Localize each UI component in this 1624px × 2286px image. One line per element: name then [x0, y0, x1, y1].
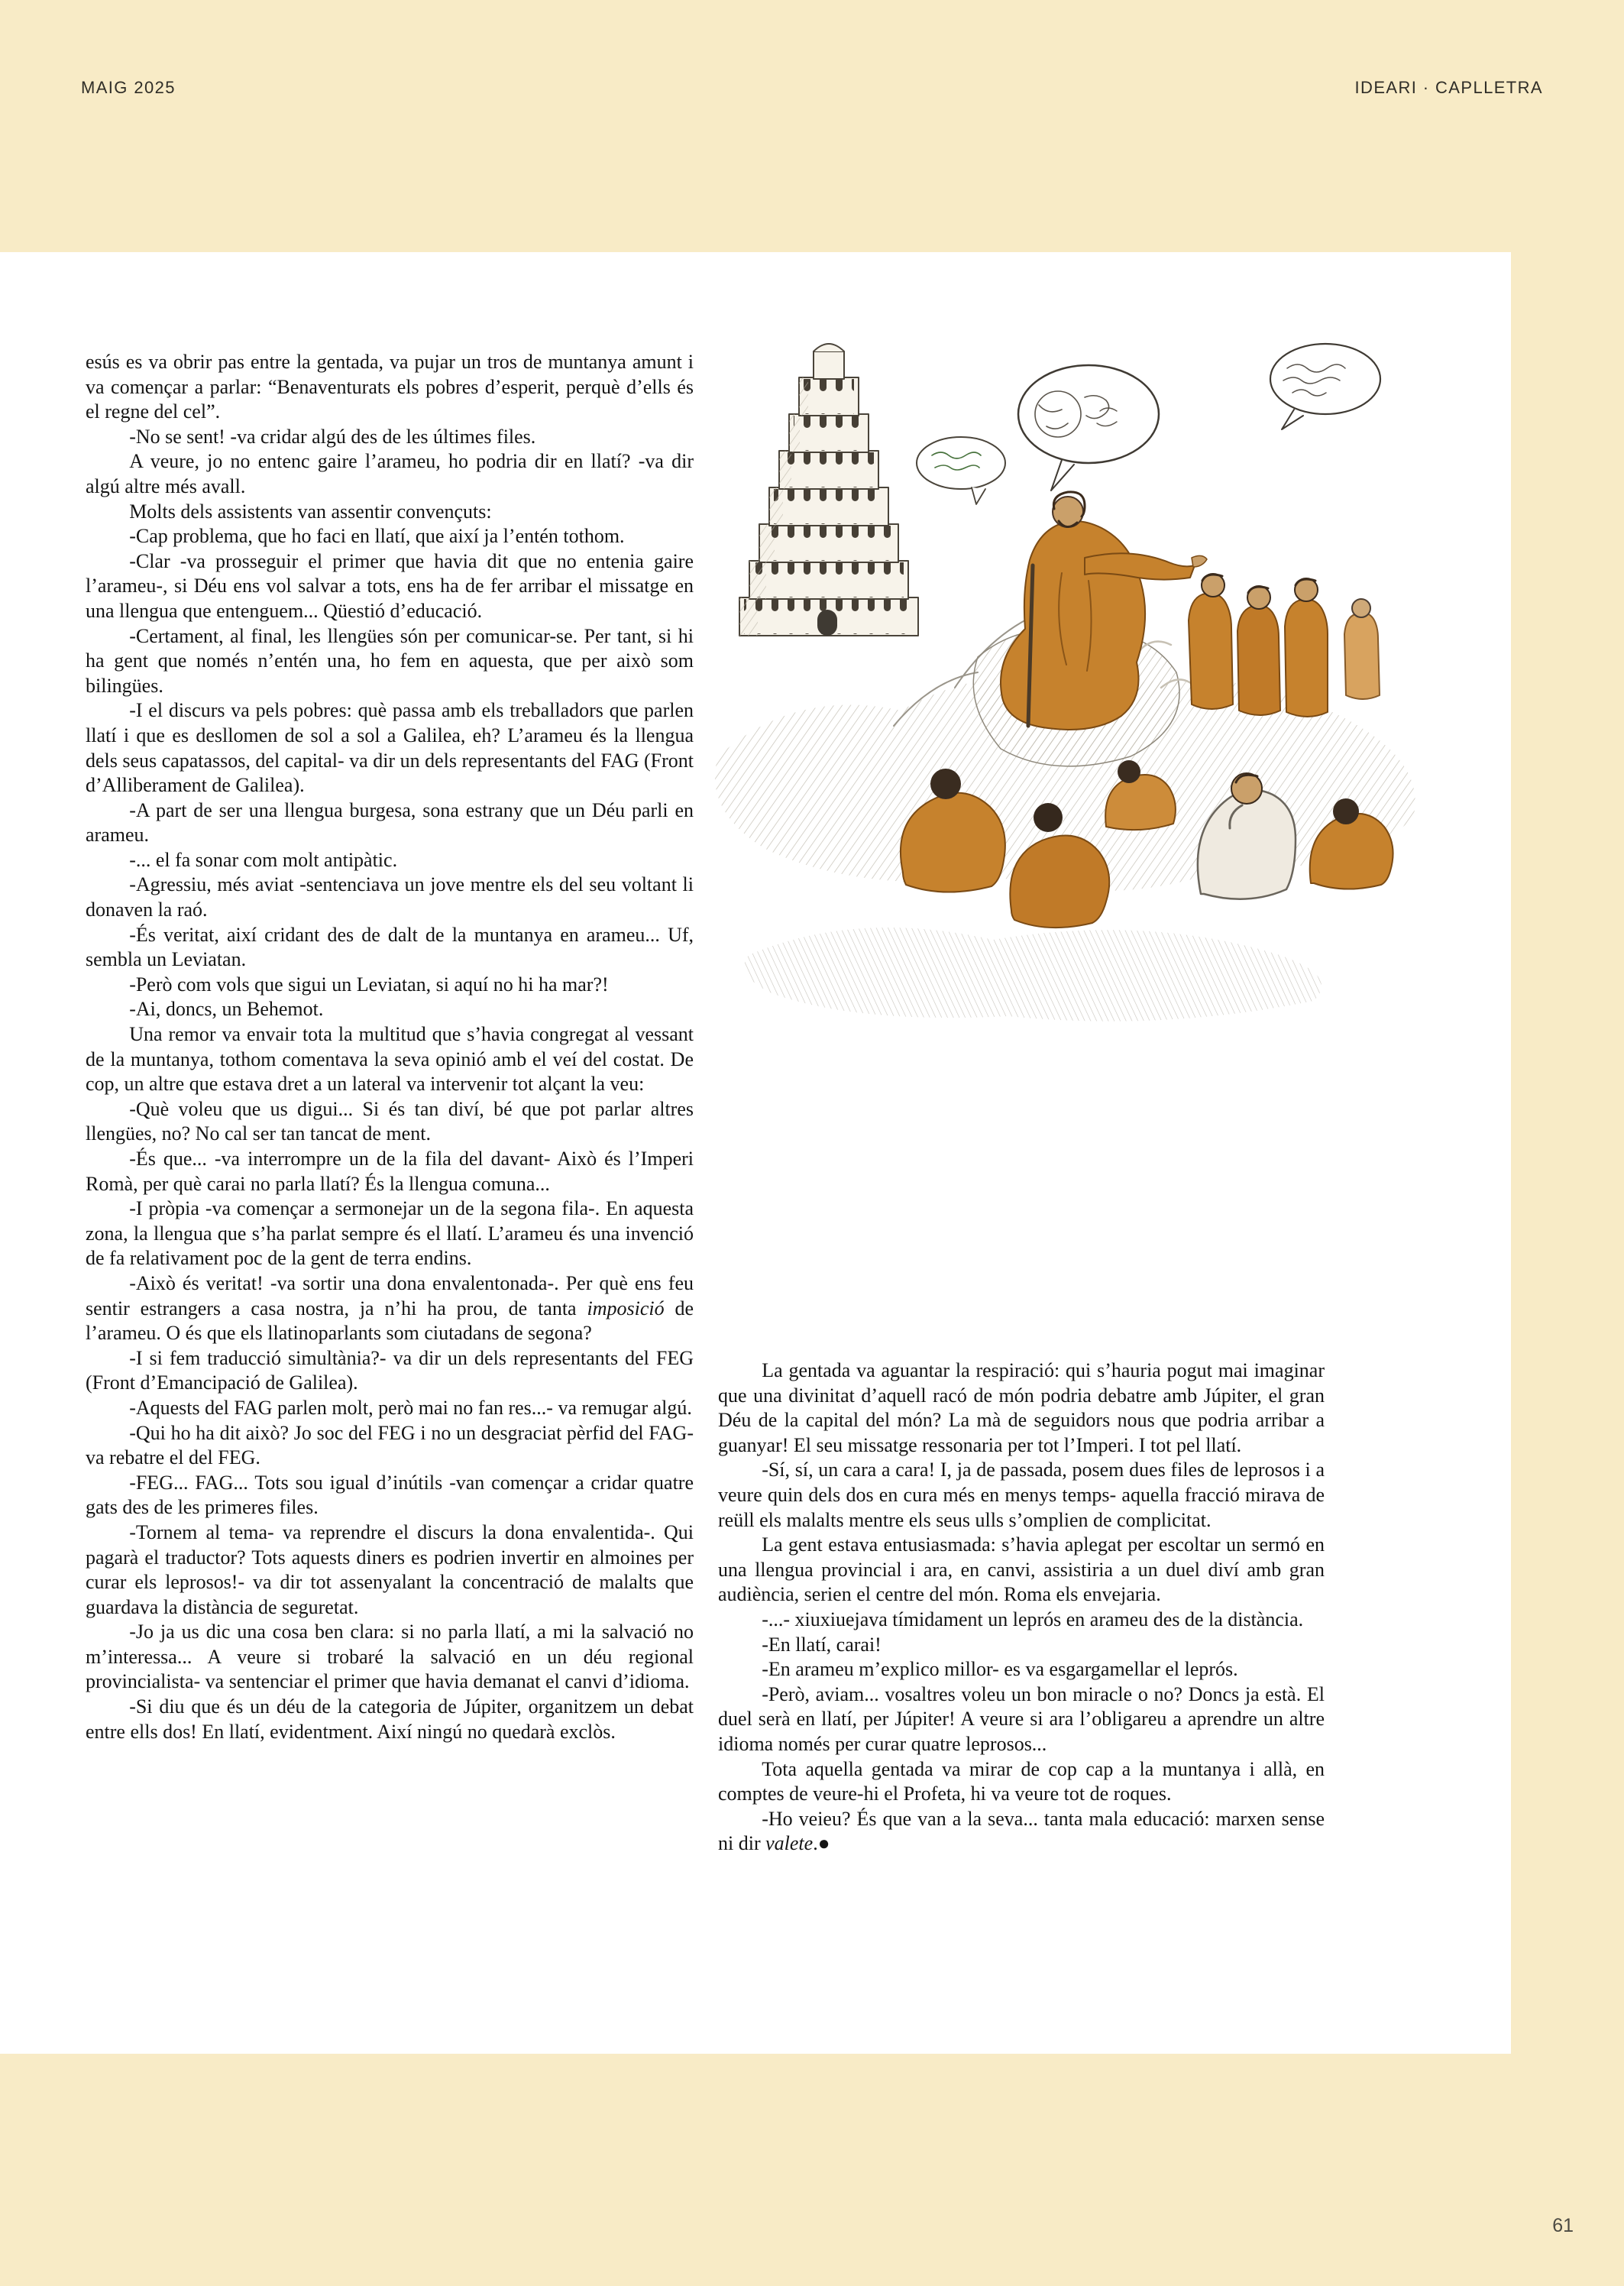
paragraph: -Però, aviam... vosaltres voleu un bon miracle o no? Doncs ja està. El duel serà en llatí, per Júpiter! A veure si ara l’obligareu a aprendre un altre idioma només per curar quatre leprosos...: [718, 1682, 1325, 1755]
magazine-page: [0, 252, 1511, 2054]
paragraph: -I el discurs va pels pobres: què passa amb els treballadors que parlen llatí i que es desllomen de sol a sol a Galilea, eh? L’arameu és la llengua dels seus capatassos, del capital- va dir un dels representants del FAG (Front d’Alliberament de Galilea).: [86, 699, 694, 797]
paragraph: -I pròpia -va començar a sermonejar un de la segona fila-. En aquesta zona, la llengua que s’ha parlat sempre és el llatí. L’arameu és una invenció de fa relativament poc de la gent de terra endins.: [86, 1197, 694, 1270]
paragraph: -Però com vols que sigui un Leviatan, si aquí no hi ha mar?!: [129, 973, 609, 996]
article-right-column: [718, 1358, 1325, 1857]
speech-bubble-green: [917, 437, 1005, 504]
paragraph: -FEG... FAG... Tots sou igual d’inútils -van començar a cridar quatre gats des de les primeres files.: [86, 1471, 694, 1519]
paragraph: -I si fem traducció simultània?- va dir un dels representants del FEG (Front d’Emancipació de Galilea).: [86, 1346, 694, 1394]
paragraph: -Això és veritat! -va sortir una dona envalentonada-. Per què ens feu sentir estrangers a casa nostra, ja n’hi ha prou, de tanta imposició de l’arameu. O és que els llatinoparlants som ciutadans de segona?: [86, 1271, 694, 1345]
paragraph: -Si diu que és un déu de la categoria de Júpiter, organitzem un debat entre ells dos! En llatí, evidentment. Així ningú no quedarà exclòs.: [86, 1695, 694, 1743]
paragraph: Tota aquella gentada va mirar de cop cap a la muntanya i allà, en comptes de veure-hi el Profeta, hi va veure tot de roques.: [718, 1757, 1325, 1805]
paragraph: -És que... -va interrompre un de la fila del davant- Això és l’Imperi Romà, per què carai no parla llatí? És la llengua comuna...: [86, 1148, 694, 1195]
paragraph: -A part de ser una llengua burgesa, sona estrany que un Déu parli en arameu.: [86, 798, 694, 847]
paragraph: -Certament, al final, les llengües són per comunicar-se. Per tant, si hi ha gent que només n’entén una, ho fem en aquesta, que per això som bilingües.: [86, 624, 694, 697]
paragraph: -... el fa sonar com molt antipàtic.: [129, 848, 398, 871]
paragraph: -Què voleu que us digui... Si és tan diví, bé que pot parlar altres llengües, no? No cal ser tan tancat de ment.: [86, 1097, 694, 1145]
paragraph: -...- xiuxiuejava tímidament un leprós en arameu des de la distància.: [762, 1608, 1304, 1630]
paragraph: Molts dels assistents van assentir convençuts:: [129, 500, 492, 523]
paragraph: -Aquests del FAG parlen molt, però mai no fan res...- va remugar algú.: [129, 1396, 692, 1419]
tower-doorway: [817, 610, 837, 636]
babel-tower-illustration: [739, 344, 918, 636]
paragraph: -En llatí, carai!: [762, 1633, 882, 1656]
paragraph: -Jo ja us dic una cosa ben clara: si no parla llatí, a mi la salvació no m’interessa... A veure si trobaré la salvació en un déu regional provincialista- va sentenciar el primer que havia demanat el canvi d’idioma.: [86, 1621, 694, 1693]
masthead-date: MAIG 2025: [81, 78, 176, 97]
speech-bubble-large: [1018, 365, 1159, 491]
paragraph: -Sí, sí, un cara a cara! I, ja de passada, posem dues files de leprosos i a veure quin dels dos en cura més en menys temps- aquella fracció mirava de reüll els malalts mentre els seus ulls s’omplien de complicitat.: [718, 1459, 1325, 1531]
paragraph: La gentada va aguantar la respiració: qui s’hauria pogut mai imaginar que una divinitat d’aquell racó de món podria debatre amb Júpiter, el gran Déu de la capital del món? La mà de seguidors nous que podria arribar a guanyar! El seu missatge ressonaria per tot l’Imperi. I tot pel llatí.: [718, 1359, 1325, 1456]
paragraph: La gent estava entusiasmada: s’havia aplegat per escoltar un sermó en una llengua provincial i ara, en canvi, assistiria a un duel diví amb gran audiència, serien el centre del món. Roma els envejaria.: [718, 1533, 1325, 1606]
paragraph: -Tornem al tema- va reprendre el discurs la dona envalentida-. Qui pagarà el traductor? Tots aquests diners es podrien invertir en almoines per curar els leprosos!- va dir tot assenyalant la concentració de malalts que guardava la distància de seguretat.: [86, 1520, 694, 1618]
page-number: 61: [1552, 2215, 1574, 2236]
paragraph: -Ai, doncs, un Behemot.: [129, 998, 324, 1021]
paragraph: -Qui ho ha dit això? Jo soc del FEG i no un desgraciat pèrfid del FAG- va rebatre el del FEG.: [86, 1421, 694, 1469]
sermon-illustration: [703, 329, 1451, 1054]
sermon-sketch-svg: [703, 329, 1451, 1054]
paragraph: -Agressiu, més aviat -sentenciava un jove mentre els del seu voltant li donaven la raó.: [86, 873, 694, 921]
paragraph: -És veritat, així cridant des de dalt de la muntanya en arameu... Uf, sembla un Leviatan.: [86, 923, 694, 971]
paragraph: -Ho veieu? És que van a la seva... tanta mala educació: marxen sense ni dir valete.●: [718, 1807, 1325, 1855]
masthead-section-title: IDEARI · CAPLLETRA: [1354, 78, 1543, 97]
article-left-column: [86, 350, 694, 1744]
paragraph: -En arameu m’explico millor- es va esgargamellar el leprós.: [762, 1658, 1238, 1681]
speech-bubble-right: [1270, 344, 1380, 429]
paragraph: -No se sent! -va cridar algú des de les últimes files.: [129, 425, 536, 448]
paragraph: -Cap problema, que ho faci en llatí, que així ja l’entén tothom.: [129, 525, 625, 548]
paragraph: A veure, jo no entenc gaire l’arameu, ho podria dir en llatí? -va dir algú altre més avall.: [86, 450, 694, 497]
paragraph: Una remor va envair tota la multitud que s’havia congregat al vessant de la muntanya, tothom comentava la seva opinió amb el veí del costat. De cop, un altre que estava dret a un lateral va intervenir tot alçant la veu:: [86, 1023, 694, 1096]
paragraph: esús es va obrir pas entre la gentada, va pujar un tros de muntanya amunt i va començar a parlar: “Benaventurats els pobres d’esperit, perquè d’ells és el regne del cel”.: [86, 351, 694, 423]
paragraph: -Clar -va prosseguir el primer que havia dit que no entenia gaire l’arameu-, si Déu ens vol salvar a tots, ens ha de fer arribar el missatge en una llengua que entenguem... Qüestió d’educació.: [86, 549, 694, 622]
